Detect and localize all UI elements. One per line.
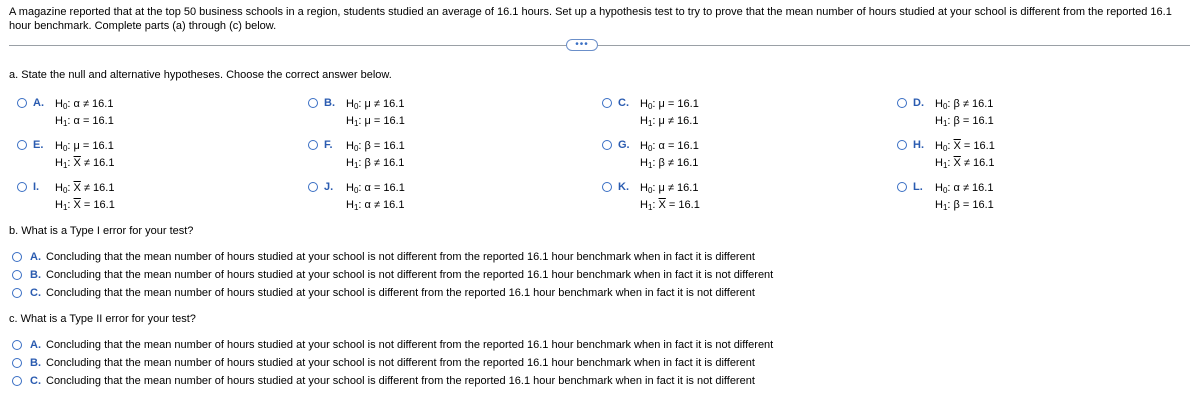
hypothesis-pair — [640, 138, 699, 172]
hypothesis-option-b[interactable] — [308, 96, 405, 130]
h0-statement: $H_0$: β = 16.1 — [346, 140, 405, 153]
parameter-symbol: β — [953, 115, 960, 127]
radio-button[interactable] — [12, 252, 22, 262]
problem-intro: A magazine reported that at the top 50 business schools in a region, students studied an average of 16.1 hours. Set up a hypothesis test to try to prove that the mean number of hours studied at your school is different from the reported 16.1 hour benchmark. Complete parts (a) through (c) below. — [9, 6, 1172, 32]
part-b-question: b. What is a Type I error for your test? — [9, 225, 194, 237]
option-letter: C. — [30, 375, 41, 387]
type-1-error-option-b[interactable] — [12, 268, 773, 282]
hypothesis-pair — [935, 180, 994, 214]
option-letter: D. — [913, 97, 924, 109]
h0-statement: $H_0$: α = 16.1 — [346, 182, 405, 195]
type-2-error-option-c[interactable] — [12, 374, 755, 388]
hypothesis-pair — [346, 96, 405, 130]
hypothesis-pair — [55, 96, 114, 130]
hypothesis-option-k[interactable] — [602, 180, 700, 214]
h0-statement: $H_0$: μ = 16.1 — [55, 140, 114, 153]
hypothesis-option-g[interactable] — [602, 138, 699, 172]
h0-statement: $H_0$: $\overline{X} = 16.1$ — [935, 140, 995, 153]
parameter-symbol: β — [364, 140, 371, 152]
h1-statement: $H_1$: μ = 16.1 — [346, 115, 405, 128]
parameter-symbol: μ — [658, 115, 665, 127]
hypothesis-option-l[interactable] — [897, 180, 994, 214]
hypothesis-pair — [346, 180, 405, 214]
hypothesis-option-h[interactable] — [897, 138, 995, 172]
hypothesis-option-j[interactable] — [308, 180, 405, 214]
hypothesis-option-i[interactable] — [17, 180, 115, 214]
radio-button[interactable] — [602, 182, 612, 192]
h1-statement: $H_1$: α ≠ 16.1 — [346, 199, 405, 212]
hypothesis-option-a[interactable] — [17, 96, 114, 130]
h1-statement: $H_1$: $\overline{X} = 16.1$ — [55, 199, 115, 212]
h0-statement: $H_0$: μ ≠ 16.1 — [640, 182, 699, 195]
parameter-symbol: β — [658, 157, 665, 169]
h0-statement: $H_0$: α ≠ 16.1 — [55, 98, 114, 111]
option-letter: C. — [618, 97, 629, 109]
h1-statement: $H_1$: $\overline{X} = 16.1$ — [640, 199, 700, 212]
h0-statement: $H_0$: μ ≠ 16.1 — [346, 98, 405, 111]
hypothesis-pair — [55, 180, 115, 214]
option-letter: A. — [30, 339, 41, 351]
h1-statement: $H_1$: β ≠ 16.1 — [640, 157, 699, 170]
parameter-symbol: μ — [658, 182, 665, 194]
option-letter: L. — [913, 181, 923, 193]
h0-statement: $H_0$: μ = 16.1 — [640, 98, 699, 111]
option-letter: B. — [30, 269, 41, 281]
radio-button[interactable] — [17, 140, 27, 150]
radio-button[interactable] — [17, 182, 27, 192]
radio-button[interactable] — [12, 288, 22, 298]
parameter-symbol: β — [364, 157, 371, 169]
parameter-symbol: $\overline{X}$ — [953, 140, 961, 152]
option-letter: B. — [324, 97, 335, 109]
expand-more-button[interactable]: ••• — [566, 39, 598, 51]
option-letter: A. — [33, 97, 44, 109]
parameter-symbol: $\overline{X}$ — [658, 199, 666, 211]
h1-statement: $H_1$: β ≠ 16.1 — [346, 157, 405, 170]
option-text: Concluding that the mean number of hours studied at your school is different from the reported 16.1 hour benchmark when in fact it is not different — [46, 287, 755, 299]
option-text: Concluding that the mean number of hours studied at your school is not different from the reported 16.1 hour benchmark when in fact it is different — [46, 357, 755, 369]
parameter-symbol: β — [953, 98, 960, 110]
parameter-symbol: μ — [73, 140, 80, 152]
part-c-question: c. What is a Type II error for your test? — [9, 313, 196, 325]
option-text: Concluding that the mean number of hours studied at your school is different from the reported 16.1 hour benchmark when in fact it is not different — [46, 375, 755, 387]
option-letter: E. — [33, 139, 44, 151]
h1-statement: $H_1$: $\overline{X} \ne 16.1$ — [935, 157, 995, 170]
type-2-error-option-a[interactable] — [12, 338, 773, 352]
radio-button[interactable] — [12, 340, 22, 350]
option-letter: G. — [618, 139, 630, 151]
option-letter: K. — [618, 181, 629, 193]
type-1-error-option-a[interactable] — [12, 250, 755, 264]
hypothesis-pair — [346, 138, 405, 172]
radio-button[interactable] — [12, 376, 22, 386]
hypothesis-option-f[interactable] — [308, 138, 405, 172]
part-a-question: a. State the null and alternative hypotheses. Choose the correct answer below. — [9, 69, 392, 81]
hypothesis-option-c[interactable] — [602, 96, 699, 130]
h1-statement: $H_1$: β = 16.1 — [935, 115, 994, 128]
radio-button[interactable] — [897, 98, 907, 108]
option-letter: A. — [30, 251, 41, 263]
parameter-symbol: μ — [364, 115, 371, 127]
parameter-symbol: $\overline{X}$ — [73, 199, 81, 211]
parameter-symbol: α — [658, 140, 665, 152]
parameter-symbol: $\overline{X}$ — [953, 157, 961, 169]
radio-button[interactable] — [308, 140, 318, 150]
hypothesis-pair — [55, 138, 114, 172]
parameter-symbol: α — [953, 182, 960, 194]
option-letter: I. — [33, 181, 40, 193]
parameter-symbol: μ — [364, 98, 371, 110]
parameter-symbol: μ — [658, 98, 665, 110]
hypothesis-option-d[interactable] — [897, 96, 994, 130]
parameter-symbol: α — [364, 199, 371, 211]
radio-button[interactable] — [308, 182, 318, 192]
radio-button[interactable] — [308, 98, 318, 108]
hypothesis-pair — [935, 96, 994, 130]
parameter-symbol: α — [73, 98, 80, 110]
parameter-symbol: $\overline{X}$ — [73, 157, 81, 169]
radio-button[interactable] — [602, 140, 612, 150]
h1-statement: $H_1$: μ ≠ 16.1 — [640, 115, 699, 128]
radio-button[interactable] — [602, 98, 612, 108]
h0-statement: $H_0$: β ≠ 16.1 — [935, 98, 994, 111]
h0-statement: $H_0$: α = 16.1 — [640, 140, 699, 153]
option-letter: H. — [913, 139, 924, 151]
radio-button[interactable] — [17, 98, 27, 108]
radio-button[interactable] — [12, 270, 22, 280]
section-divider — [9, 45, 1190, 46]
hypothesis-pair — [640, 96, 699, 130]
parameter-symbol: β — [953, 199, 960, 211]
hypothesis-option-e[interactable] — [17, 138, 114, 172]
option-text: Concluding that the mean number of hours studied at your school is not different from the reported 16.1 hour benchmark when in fact it is different — [46, 251, 755, 263]
option-letter: C. — [30, 287, 41, 299]
hypothesis-pair — [640, 180, 700, 214]
hypothesis-pair — [935, 138, 995, 172]
h1-statement: $H_1$: $\overline{X} \ne 16.1$ — [55, 157, 115, 170]
h1-statement: $H_1$: β = 16.1 — [935, 199, 994, 212]
h0-statement: $H_0$: α ≠ 16.1 — [935, 182, 994, 195]
h0-statement: $H_0$: $\overline{X} \ne 16.1$ — [55, 182, 115, 195]
type-1-error-option-c[interactable] — [12, 286, 755, 300]
radio-button[interactable] — [897, 182, 907, 192]
option-text: Concluding that the mean number of hours studied at your school is not different from the reported 16.1 hour benchmark when in fact it is not different — [46, 269, 774, 281]
option-letter: F. — [324, 139, 333, 151]
radio-button[interactable] — [12, 358, 22, 368]
option-text: Concluding that the mean number of hours studied at your school is not different from the reported 16.1 hour benchmark when in fact it is not different — [46, 339, 774, 351]
type-2-error-option-b[interactable] — [12, 356, 755, 370]
radio-button[interactable] — [897, 140, 907, 150]
option-letter: J. — [324, 181, 334, 193]
option-letter: B. — [30, 357, 41, 369]
parameter-symbol: α — [364, 182, 371, 194]
h1-statement: $H_1$: α = 16.1 — [55, 115, 114, 128]
parameter-symbol: α — [73, 115, 80, 127]
parameter-symbol: $\overline{X}$ — [73, 182, 81, 194]
